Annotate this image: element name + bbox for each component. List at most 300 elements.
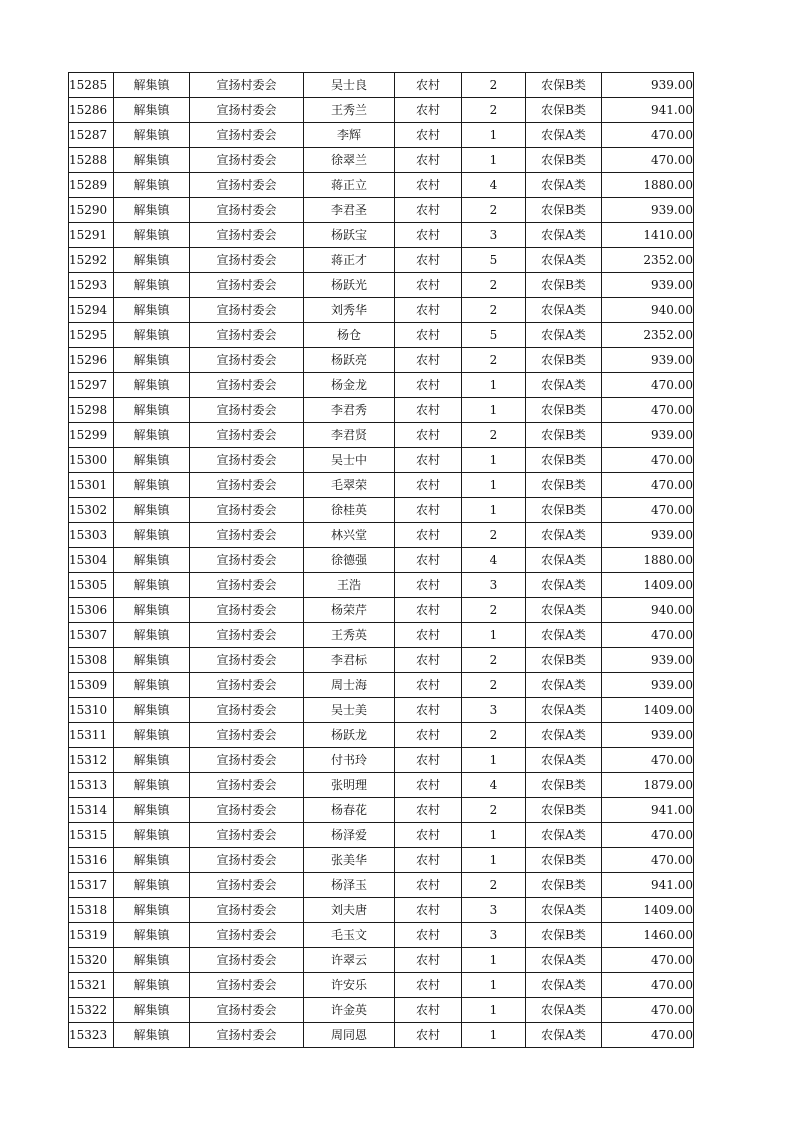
amount-cell: 1460.00	[602, 923, 694, 948]
row-id-cell: 15316	[69, 848, 114, 873]
area-type-cell: 农村	[395, 298, 462, 323]
row-id-cell: 15321	[69, 973, 114, 998]
row-id-cell: 15289	[69, 173, 114, 198]
amount-cell: 470.00	[602, 623, 694, 648]
household-count-cell: 2	[462, 198, 526, 223]
town-cell: 解集镇	[114, 823, 190, 848]
village-committee-cell: 宣扬村委会	[190, 598, 304, 623]
row-id-cell: 15307	[69, 623, 114, 648]
area-type-cell: 农村	[395, 323, 462, 348]
amount-cell: 1879.00	[602, 773, 694, 798]
household-count-cell: 1	[462, 623, 526, 648]
table-row	[69, 548, 694, 573]
insurance-category-cell: 农保B类	[526, 923, 602, 948]
amount-cell: 939.00	[602, 423, 694, 448]
insurance-category-cell: 农保B类	[526, 148, 602, 173]
table-row	[69, 98, 694, 123]
allowance-table	[68, 72, 694, 1048]
area-type-cell: 农村	[395, 273, 462, 298]
area-type-cell: 农村	[395, 448, 462, 473]
household-count-cell: 1	[462, 498, 526, 523]
row-id-cell: 15306	[69, 598, 114, 623]
row-id-cell: 15290	[69, 198, 114, 223]
insurance-category-cell: 农保A类	[526, 698, 602, 723]
person-name-cell: 杨泽玉	[304, 873, 395, 898]
area-type-cell: 农村	[395, 873, 462, 898]
area-type-cell: 农村	[395, 523, 462, 548]
area-type-cell: 农村	[395, 73, 462, 98]
row-id-cell: 15297	[69, 373, 114, 398]
amount-cell: 1409.00	[602, 573, 694, 598]
row-id-cell: 15315	[69, 823, 114, 848]
insurance-category-cell: 农保B类	[526, 98, 602, 123]
amount-cell: 940.00	[602, 298, 694, 323]
town-cell: 解集镇	[114, 548, 190, 573]
village-committee-cell: 宣扬村委会	[190, 223, 304, 248]
person-name-cell: 杨金龙	[304, 373, 395, 398]
town-cell: 解集镇	[114, 748, 190, 773]
insurance-category-cell: 农保B类	[526, 848, 602, 873]
town-cell: 解集镇	[114, 698, 190, 723]
area-type-cell: 农村	[395, 498, 462, 523]
insurance-category-cell: 农保A类	[526, 373, 602, 398]
amount-cell: 939.00	[602, 648, 694, 673]
town-cell: 解集镇	[114, 923, 190, 948]
row-id-cell: 15285	[69, 73, 114, 98]
town-cell: 解集镇	[114, 773, 190, 798]
amount-cell: 939.00	[602, 348, 694, 373]
village-committee-cell: 宣扬村委会	[190, 373, 304, 398]
person-name-cell: 杨泽爱	[304, 823, 395, 848]
person-name-cell: 毛玉文	[304, 923, 395, 948]
insurance-category-cell: 农保B类	[526, 773, 602, 798]
town-cell: 解集镇	[114, 223, 190, 248]
person-name-cell: 刘秀华	[304, 298, 395, 323]
table-row	[69, 123, 694, 148]
person-name-cell: 许翠云	[304, 948, 395, 973]
town-cell: 解集镇	[114, 248, 190, 273]
household-count-cell: 3	[462, 698, 526, 723]
village-committee-cell: 宣扬村委会	[190, 523, 304, 548]
village-committee-cell: 宣扬村委会	[190, 873, 304, 898]
household-count-cell: 4	[462, 173, 526, 198]
row-id-cell: 15302	[69, 498, 114, 523]
row-id-cell: 15308	[69, 648, 114, 673]
table-row	[69, 323, 694, 348]
table-row	[69, 898, 694, 923]
town-cell: 解集镇	[114, 273, 190, 298]
insurance-category-cell: 农保B类	[526, 873, 602, 898]
row-id-cell: 15286	[69, 98, 114, 123]
table-row	[69, 73, 694, 98]
area-type-cell: 农村	[395, 173, 462, 198]
insurance-category-cell: 农保A类	[526, 723, 602, 748]
table-body	[69, 73, 694, 1048]
row-id-cell: 15300	[69, 448, 114, 473]
town-cell: 解集镇	[114, 173, 190, 198]
table-row	[69, 348, 694, 373]
area-type-cell: 农村	[395, 548, 462, 573]
area-type-cell: 农村	[395, 723, 462, 748]
village-committee-cell: 宣扬村委会	[190, 798, 304, 823]
area-type-cell: 农村	[395, 198, 462, 223]
household-count-cell: 2	[462, 673, 526, 698]
household-count-cell: 1	[462, 823, 526, 848]
amount-cell: 941.00	[602, 98, 694, 123]
amount-cell: 470.00	[602, 498, 694, 523]
household-count-cell: 5	[462, 248, 526, 273]
household-count-cell: 2	[462, 798, 526, 823]
insurance-category-cell: 农保A类	[526, 323, 602, 348]
household-count-cell: 2	[462, 298, 526, 323]
area-type-cell: 农村	[395, 773, 462, 798]
person-name-cell: 王浩	[304, 573, 395, 598]
village-committee-cell: 宣扬村委会	[190, 923, 304, 948]
row-id-cell: 15288	[69, 148, 114, 173]
table-row	[69, 623, 694, 648]
person-name-cell: 王秀英	[304, 623, 395, 648]
insurance-category-cell: 农保A类	[526, 673, 602, 698]
area-type-cell: 农村	[395, 948, 462, 973]
person-name-cell: 李君圣	[304, 198, 395, 223]
person-name-cell: 蒋正立	[304, 173, 395, 198]
amount-cell: 939.00	[602, 273, 694, 298]
village-committee-cell: 宣扬村委会	[190, 73, 304, 98]
household-count-cell: 3	[462, 573, 526, 598]
insurance-category-cell: 农保B类	[526, 648, 602, 673]
village-committee-cell: 宣扬村委会	[190, 698, 304, 723]
household-count-cell: 2	[462, 648, 526, 673]
insurance-category-cell: 农保B类	[526, 198, 602, 223]
amount-cell: 470.00	[602, 448, 694, 473]
insurance-category-cell: 农保B类	[526, 73, 602, 98]
town-cell: 解集镇	[114, 523, 190, 548]
person-name-cell: 徐桂英	[304, 498, 395, 523]
row-id-cell: 15310	[69, 698, 114, 723]
household-count-cell: 2	[462, 348, 526, 373]
person-name-cell: 李君标	[304, 648, 395, 673]
person-name-cell: 李君贤	[304, 423, 395, 448]
village-committee-cell: 宣扬村委会	[190, 323, 304, 348]
person-name-cell: 杨跃亮	[304, 348, 395, 373]
table-row	[69, 798, 694, 823]
insurance-category-cell: 农保A类	[526, 598, 602, 623]
amount-cell: 470.00	[602, 998, 694, 1023]
row-id-cell: 15323	[69, 1023, 114, 1048]
table-row	[69, 973, 694, 998]
amount-cell: 470.00	[602, 148, 694, 173]
village-committee-cell: 宣扬村委会	[190, 848, 304, 873]
town-cell: 解集镇	[114, 98, 190, 123]
row-id-cell: 15299	[69, 423, 114, 448]
area-type-cell: 农村	[395, 698, 462, 723]
household-count-cell: 1	[462, 948, 526, 973]
table-row	[69, 523, 694, 548]
household-count-cell: 3	[462, 223, 526, 248]
household-count-cell: 1	[462, 748, 526, 773]
household-count-cell: 1	[462, 398, 526, 423]
row-id-cell: 15303	[69, 523, 114, 548]
village-committee-cell: 宣扬村委会	[190, 448, 304, 473]
table-row	[69, 148, 694, 173]
insurance-category-cell: 农保B类	[526, 473, 602, 498]
household-count-cell: 2	[462, 873, 526, 898]
table-row	[69, 673, 694, 698]
table-row	[69, 773, 694, 798]
amount-cell: 470.00	[602, 373, 694, 398]
amount-cell: 470.00	[602, 823, 694, 848]
table-row	[69, 248, 694, 273]
amount-cell: 1409.00	[602, 698, 694, 723]
document-page	[68, 72, 693, 1048]
person-name-cell: 李辉	[304, 123, 395, 148]
household-count-cell: 3	[462, 923, 526, 948]
household-count-cell: 1	[462, 123, 526, 148]
table-row	[69, 423, 694, 448]
amount-cell: 1880.00	[602, 548, 694, 573]
table-row	[69, 398, 694, 423]
household-count-cell: 2	[462, 98, 526, 123]
person-name-cell: 李君秀	[304, 398, 395, 423]
area-type-cell: 农村	[395, 348, 462, 373]
person-name-cell: 毛翠荣	[304, 473, 395, 498]
town-cell: 解集镇	[114, 498, 190, 523]
table-row	[69, 198, 694, 223]
amount-cell: 939.00	[602, 523, 694, 548]
person-name-cell: 许金英	[304, 998, 395, 1023]
insurance-category-cell: 农保B类	[526, 498, 602, 523]
table-row	[69, 473, 694, 498]
person-name-cell: 付书玲	[304, 748, 395, 773]
household-count-cell: 1	[462, 373, 526, 398]
person-name-cell: 杨春花	[304, 798, 395, 823]
area-type-cell: 农村	[395, 98, 462, 123]
row-id-cell: 15314	[69, 798, 114, 823]
table-row	[69, 923, 694, 948]
row-id-cell: 15292	[69, 248, 114, 273]
village-committee-cell: 宣扬村委会	[190, 198, 304, 223]
row-id-cell: 15318	[69, 898, 114, 923]
area-type-cell: 农村	[395, 373, 462, 398]
village-committee-cell: 宣扬村委会	[190, 773, 304, 798]
area-type-cell: 农村	[395, 398, 462, 423]
town-cell: 解集镇	[114, 648, 190, 673]
row-id-cell: 15312	[69, 748, 114, 773]
insurance-category-cell: 农保B类	[526, 423, 602, 448]
town-cell: 解集镇	[114, 1023, 190, 1048]
person-name-cell: 杨跃宝	[304, 223, 395, 248]
amount-cell: 2352.00	[602, 323, 694, 348]
row-id-cell: 15293	[69, 273, 114, 298]
household-count-cell: 3	[462, 898, 526, 923]
town-cell: 解集镇	[114, 148, 190, 173]
village-committee-cell: 宣扬村委会	[190, 998, 304, 1023]
amount-cell: 470.00	[602, 848, 694, 873]
town-cell: 解集镇	[114, 398, 190, 423]
area-type-cell: 农村	[395, 423, 462, 448]
area-type-cell: 农村	[395, 998, 462, 1023]
row-id-cell: 15294	[69, 298, 114, 323]
area-type-cell: 农村	[395, 823, 462, 848]
row-id-cell: 15319	[69, 923, 114, 948]
household-count-cell: 2	[462, 273, 526, 298]
town-cell: 解集镇	[114, 473, 190, 498]
table-row	[69, 498, 694, 523]
town-cell: 解集镇	[114, 348, 190, 373]
household-count-cell: 2	[462, 723, 526, 748]
village-committee-cell: 宣扬村委会	[190, 398, 304, 423]
amount-cell: 1880.00	[602, 173, 694, 198]
insurance-category-cell: 农保A类	[526, 623, 602, 648]
table-row	[69, 873, 694, 898]
amount-cell: 941.00	[602, 798, 694, 823]
village-committee-cell: 宣扬村委会	[190, 898, 304, 923]
amount-cell: 470.00	[602, 123, 694, 148]
amount-cell: 470.00	[602, 748, 694, 773]
village-committee-cell: 宣扬村委会	[190, 423, 304, 448]
household-count-cell: 1	[462, 973, 526, 998]
town-cell: 解集镇	[114, 973, 190, 998]
village-committee-cell: 宣扬村委会	[190, 648, 304, 673]
area-type-cell: 农村	[395, 798, 462, 823]
area-type-cell: 农村	[395, 898, 462, 923]
village-committee-cell: 宣扬村委会	[190, 1023, 304, 1048]
insurance-category-cell: 农保A类	[526, 573, 602, 598]
person-name-cell: 吴士美	[304, 698, 395, 723]
person-name-cell: 张明理	[304, 773, 395, 798]
area-type-cell: 农村	[395, 598, 462, 623]
household-count-cell: 1	[462, 998, 526, 1023]
row-id-cell: 15296	[69, 348, 114, 373]
table-row	[69, 1023, 694, 1048]
village-committee-cell: 宣扬村委会	[190, 723, 304, 748]
table-row	[69, 573, 694, 598]
insurance-category-cell: 农保A类	[526, 223, 602, 248]
amount-cell: 470.00	[602, 1023, 694, 1048]
area-type-cell: 农村	[395, 623, 462, 648]
table-row	[69, 448, 694, 473]
person-name-cell: 杨跃龙	[304, 723, 395, 748]
table-row	[69, 373, 694, 398]
table-row	[69, 173, 694, 198]
household-count-cell: 2	[462, 423, 526, 448]
person-name-cell: 王秀兰	[304, 98, 395, 123]
insurance-category-cell: 农保A类	[526, 123, 602, 148]
person-name-cell: 许安乐	[304, 973, 395, 998]
person-name-cell: 吴士中	[304, 448, 395, 473]
row-id-cell: 15309	[69, 673, 114, 698]
town-cell: 解集镇	[114, 848, 190, 873]
village-committee-cell: 宣扬村委会	[190, 173, 304, 198]
household-count-cell: 5	[462, 323, 526, 348]
person-name-cell: 徐德强	[304, 548, 395, 573]
household-count-cell: 4	[462, 548, 526, 573]
table-row	[69, 698, 694, 723]
town-cell: 解集镇	[114, 798, 190, 823]
village-committee-cell: 宣扬村委会	[190, 823, 304, 848]
town-cell: 解集镇	[114, 323, 190, 348]
insurance-category-cell: 农保A类	[526, 298, 602, 323]
town-cell: 解集镇	[114, 898, 190, 923]
table-row	[69, 298, 694, 323]
person-name-cell: 刘夫唐	[304, 898, 395, 923]
person-name-cell: 周士海	[304, 673, 395, 698]
village-committee-cell: 宣扬村委会	[190, 248, 304, 273]
area-type-cell: 农村	[395, 848, 462, 873]
table-row	[69, 948, 694, 973]
row-id-cell: 15322	[69, 998, 114, 1023]
town-cell: 解集镇	[114, 423, 190, 448]
town-cell: 解集镇	[114, 623, 190, 648]
area-type-cell: 农村	[395, 648, 462, 673]
village-committee-cell: 宣扬村委会	[190, 498, 304, 523]
insurance-category-cell: 农保A类	[526, 948, 602, 973]
village-committee-cell: 宣扬村委会	[190, 98, 304, 123]
town-cell: 解集镇	[114, 73, 190, 98]
amount-cell: 470.00	[602, 973, 694, 998]
town-cell: 解集镇	[114, 998, 190, 1023]
row-id-cell: 15311	[69, 723, 114, 748]
town-cell: 解集镇	[114, 723, 190, 748]
row-id-cell: 15313	[69, 773, 114, 798]
town-cell: 解集镇	[114, 198, 190, 223]
table-row	[69, 273, 694, 298]
insurance-category-cell: 农保A类	[526, 898, 602, 923]
amount-cell: 939.00	[602, 723, 694, 748]
area-type-cell: 农村	[395, 673, 462, 698]
village-committee-cell: 宣扬村委会	[190, 573, 304, 598]
town-cell: 解集镇	[114, 573, 190, 598]
table-row	[69, 848, 694, 873]
household-count-cell: 2	[462, 598, 526, 623]
household-count-cell: 2	[462, 73, 526, 98]
table-row	[69, 648, 694, 673]
person-name-cell: 杨荣芹	[304, 598, 395, 623]
insurance-category-cell: 农保A类	[526, 548, 602, 573]
village-committee-cell: 宣扬村委会	[190, 623, 304, 648]
village-committee-cell: 宣扬村委会	[190, 348, 304, 373]
row-id-cell: 15320	[69, 948, 114, 973]
area-type-cell: 农村	[395, 923, 462, 948]
table-row	[69, 223, 694, 248]
row-id-cell: 15295	[69, 323, 114, 348]
village-committee-cell: 宣扬村委会	[190, 948, 304, 973]
area-type-cell: 农村	[395, 1023, 462, 1048]
village-committee-cell: 宣扬村委会	[190, 123, 304, 148]
insurance-category-cell: 农保A类	[526, 973, 602, 998]
insurance-category-cell: 农保A类	[526, 248, 602, 273]
amount-cell: 940.00	[602, 598, 694, 623]
area-type-cell: 农村	[395, 148, 462, 173]
insurance-category-cell: 农保A类	[526, 823, 602, 848]
amount-cell: 470.00	[602, 948, 694, 973]
table-row	[69, 723, 694, 748]
village-committee-cell: 宣扬村委会	[190, 273, 304, 298]
amount-cell: 939.00	[602, 73, 694, 98]
amount-cell: 1410.00	[602, 223, 694, 248]
row-id-cell: 15298	[69, 398, 114, 423]
person-name-cell: 张美华	[304, 848, 395, 873]
town-cell: 解集镇	[114, 373, 190, 398]
town-cell: 解集镇	[114, 948, 190, 973]
table-row	[69, 748, 694, 773]
row-id-cell: 15305	[69, 573, 114, 598]
household-count-cell: 1	[462, 148, 526, 173]
area-type-cell: 农村	[395, 973, 462, 998]
insurance-category-cell: 农保B类	[526, 273, 602, 298]
amount-cell: 941.00	[602, 873, 694, 898]
household-count-cell: 1	[462, 1023, 526, 1048]
